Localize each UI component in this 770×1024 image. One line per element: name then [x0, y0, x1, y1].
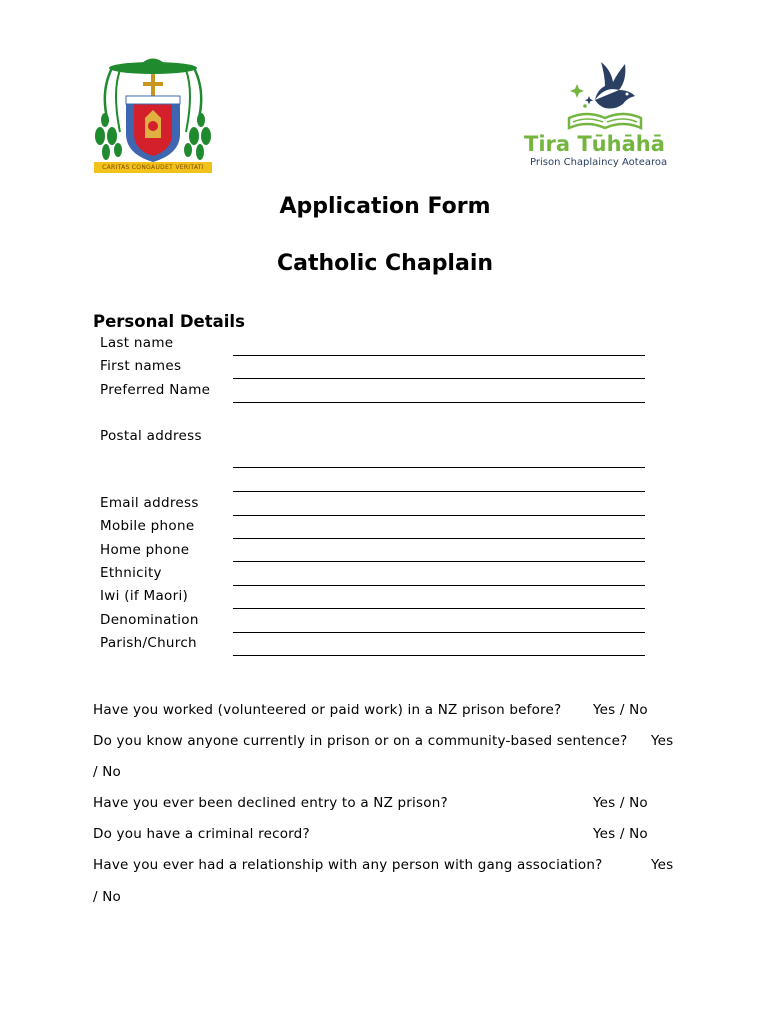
last-name-label: Last name: [100, 335, 174, 351]
bird-book-logo: [565, 60, 645, 136]
postal-address-field-line-1[interactable]: [233, 467, 645, 468]
episcopal-crest-logo: [90, 52, 216, 176]
question-know-prisoner-answer-no[interactable]: / No: [93, 764, 121, 780]
home-phone-field[interactable]: [233, 561, 645, 562]
form-title: Application Form: [279, 194, 491, 219]
question-criminal-record: Do you have a criminal record?: [93, 826, 310, 842]
iwi-label: Iwi (if Maori): [100, 588, 189, 604]
personal-details-heading: Personal Details: [93, 312, 245, 331]
parish-church-field[interactable]: [233, 655, 645, 656]
question-gang-association: Have you ever had a relationship with any person with gang association?: [93, 857, 603, 873]
first-names-label: First names: [100, 358, 182, 374]
parish-church-label: Parish/Church: [100, 635, 197, 651]
logo-title: Tira Tūhāhā: [524, 132, 665, 156]
crest-motto: CARITAS CONGAUDET VERITATI: [102, 164, 204, 171]
question-prison-work: Have you worked (volunteered or paid work) in a NZ prison before?: [93, 702, 562, 718]
mobile-phone-field[interactable]: [233, 538, 645, 539]
first-names-field[interactable]: [233, 378, 645, 379]
question-know-prisoner-answer-yes[interactable]: Yes: [651, 733, 674, 749]
last-name-field[interactable]: [233, 355, 645, 356]
email-address-field[interactable]: [233, 515, 645, 516]
ethnicity-field[interactable]: [233, 585, 645, 586]
denomination-field[interactable]: [233, 632, 645, 633]
mobile-phone-label: Mobile phone: [100, 518, 195, 534]
question-know-prisoner: Do you know anyone currently in prison or on a community-based sentence?: [93, 733, 628, 749]
logo-subtitle: Prison Chaplaincy Aotearoa: [530, 157, 668, 168]
question-declined-entry: Have you ever been declined entry to a NZ prison?: [93, 795, 448, 811]
preferred-name-field[interactable]: [233, 402, 645, 403]
postal-address-field-line-2[interactable]: [233, 491, 645, 492]
home-phone-label: Home phone: [100, 542, 190, 558]
form-subtitle: Catholic Chaplain: [276, 251, 494, 276]
question-gang-association-answer-yes[interactable]: Yes: [651, 857, 674, 873]
denomination-label: Denomination: [100, 612, 199, 628]
iwi-field[interactable]: [233, 608, 645, 609]
question-criminal-record-answer[interactable]: Yes / No: [593, 826, 648, 842]
ethnicity-label: Ethnicity: [100, 565, 162, 581]
question-gang-association-answer-no[interactable]: / No: [93, 889, 121, 905]
question-prison-work-answer[interactable]: Yes / No: [593, 702, 648, 718]
question-declined-entry-answer[interactable]: Yes / No: [593, 795, 648, 811]
preferred-name-label: Preferred Name: [100, 382, 211, 398]
email-address-label: Email address: [100, 495, 199, 511]
postal-address-label: Postal address: [100, 428, 202, 444]
